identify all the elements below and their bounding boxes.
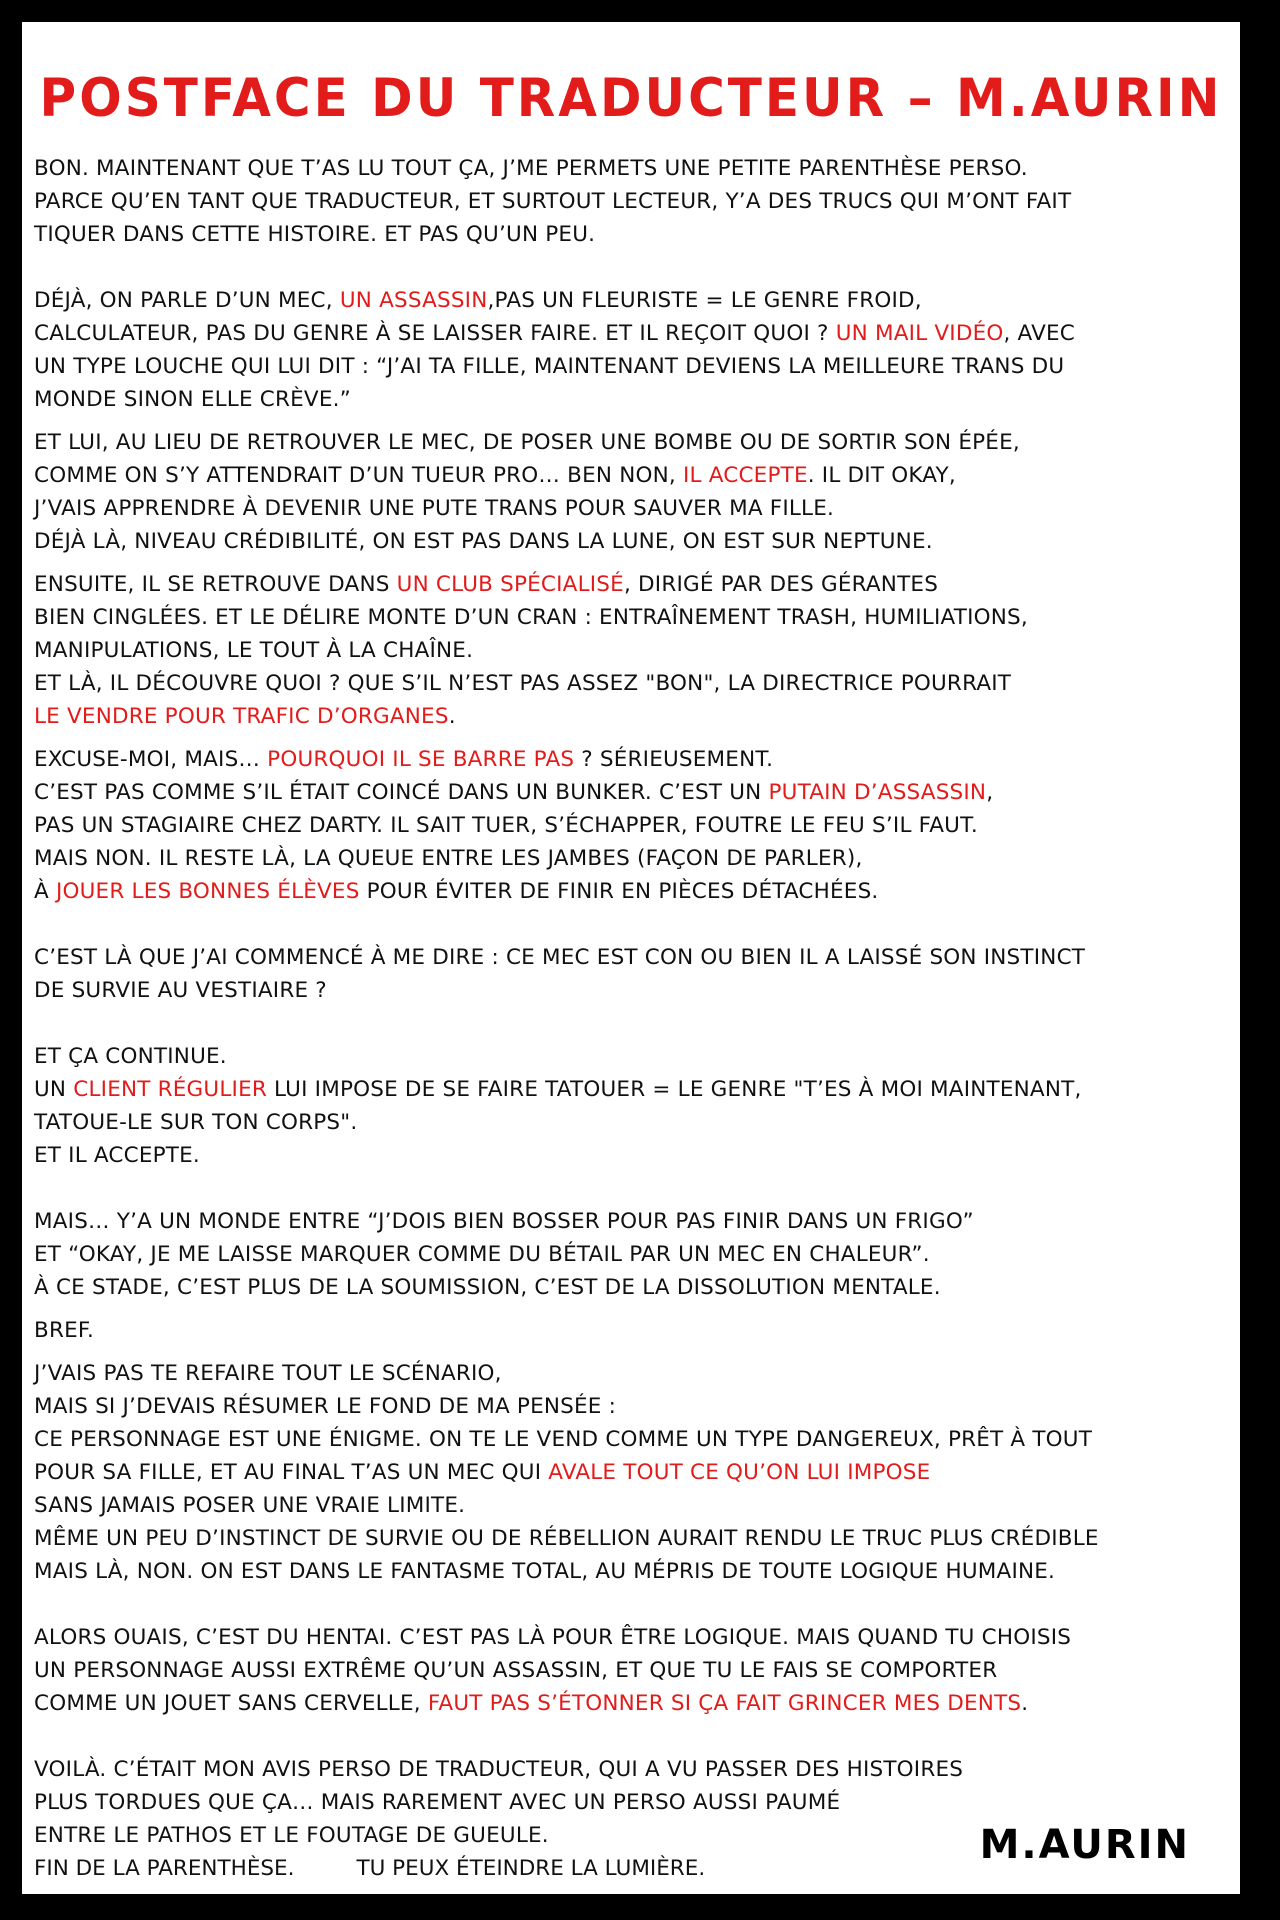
highlight-text: JOUER LES BONNES ÉLÈVES xyxy=(55,879,360,904)
text-line xyxy=(34,1456,1234,1489)
text-line xyxy=(34,1073,1234,1106)
text-segment: MONDE SINON ELLE CRÈVE.” xyxy=(34,387,352,412)
text-line xyxy=(34,152,1234,185)
closing-left: FIN DE LA PARENTHÈSE. xyxy=(34,1856,295,1881)
text-segment: . xyxy=(448,704,456,729)
text-line xyxy=(34,1687,1234,1720)
text-line xyxy=(34,1555,1234,1588)
paragraph xyxy=(34,568,1234,733)
text-segment: BON. MAINTENANT QUE T’AS LU TOUT ÇA, J’ME PERMETS UNE PETITE PARENTHÈSE PERSO. xyxy=(34,156,1028,181)
text-segment: UN PERSONNAGE AUSSI EXTRÊME QU’UN ASSASSIN, ET QUE TU LE FAIS SE COMPORTER xyxy=(34,1658,998,1683)
text-segment: À xyxy=(34,879,56,904)
text-line xyxy=(34,1139,1234,1172)
text-line xyxy=(34,185,1234,218)
text-line xyxy=(34,492,1234,525)
text-segment: EXCUSE-MOI, MAIS… xyxy=(34,747,268,772)
text-line xyxy=(34,634,1234,667)
text-segment: TATOUE-LE SUR TON CORPS". xyxy=(34,1110,358,1135)
paragraph-spacer xyxy=(34,558,1234,568)
highlight-text: PUTAIN D’ASSASSIN xyxy=(768,780,987,805)
highlight-text: POURQUOI IL SE BARRE PAS xyxy=(267,747,575,772)
paragraph xyxy=(34,1314,1234,1347)
text-line xyxy=(34,1423,1234,1456)
text-line xyxy=(34,1489,1234,1522)
text-segment: MAIS SI J’DEVAIS RÉSUMER LE FOND DE MA PENSÉE : xyxy=(34,1394,617,1419)
text-segment: ET LÀ, IL DÉCOUVRE QUOI ? QUE S’IL N’EST PAS ASSEZ "BON", LA DIRECTRICE POURRAIT xyxy=(34,671,1012,696)
paragraph xyxy=(34,152,1234,251)
paragraph xyxy=(34,1357,1234,1588)
text-segment: ENTRE LE PATHOS ET LE FOUTAGE DE GUEULE. xyxy=(34,1823,549,1848)
text-line xyxy=(34,1753,1234,1786)
text-segment: DÉJÀ LÀ, NIVEAU CRÉDIBILITÉ, ON EST PAS DANS LA LUNE, ON EST SUR NEPTUNE. xyxy=(34,529,933,554)
text-segment: SANS JAMAIS POSER UNE VRAIE LIMITE. xyxy=(34,1493,466,1518)
text-line xyxy=(34,1621,1234,1654)
paragraph-spacer xyxy=(34,1172,1234,1205)
text-line xyxy=(34,383,1234,416)
text-line xyxy=(34,1357,1234,1390)
text-line xyxy=(34,601,1234,634)
text-segment: . xyxy=(1021,1691,1029,1716)
signature: M.AURIN xyxy=(979,1822,1190,1868)
text-segment: UN TYPE LOUCHE QUI LUI DIT : “J’AI TA FILLE, MAINTENANT DEVIENS LA MEILLEURE TRANS DU xyxy=(34,354,1065,379)
paragraph xyxy=(34,1621,1234,1720)
text-segment: ET ÇA CONTINUE. xyxy=(34,1044,227,1069)
text-segment: C’EST PAS COMME S’IL ÉTAIT COINCÉ DANS UN BUNKER. C’EST UN xyxy=(34,780,769,805)
postface-body xyxy=(34,152,1234,1852)
paragraph xyxy=(34,284,1234,416)
text-line xyxy=(34,1205,1234,1238)
paragraph-spacer xyxy=(34,908,1234,941)
text-line xyxy=(34,842,1234,875)
text-segment: À CE STADE, C’EST PLUS DE LA SOUMISSION, C’EST DE LA DISSOLUTION MENTALE. xyxy=(34,1275,941,1300)
text-segment: , xyxy=(986,780,994,805)
paragraph xyxy=(34,1205,1234,1304)
text-segment: COMME ON S’Y ATTENDRAIT D’UN TUEUR PRO… BEN NON, xyxy=(34,463,683,488)
text-segment: ET LUI, AU LIEU DE RETROUVER LE MEC, DE POSER UNE BOMBE OU DE SORTIR SON ÉPÉE, xyxy=(34,430,1020,455)
text-segment: ? SÉRIEUSEMENT. xyxy=(574,747,774,772)
highlight-text: UN CLUB SPÉCIALISÉ xyxy=(396,572,624,597)
text-line xyxy=(34,317,1234,350)
paragraph-spacer xyxy=(34,1007,1234,1040)
text-segment: ALORS OUAIS, C’EST DU HENTAI. C’EST PAS LÀ POUR ÊTRE LOGIQUE. MAIS QUAND TU CHOISIS xyxy=(34,1625,1072,1650)
text-segment: VOILÀ. C’ÉTAIT MON AVIS PERSO DE TRADUCTEUR, QUI A VU PASSER DES HISTOIRES xyxy=(34,1757,964,1782)
text-segment: MAIS NON. IL RESTE LÀ, LA QUEUE ENTRE LES JAMBES (FAÇON DE PARLER), xyxy=(34,846,863,871)
text-segment: POUR SA FILLE, ET AU FINAL T’AS UN MEC QUI xyxy=(34,1460,549,1485)
text-segment: MANIPULATIONS, LE TOUT À LA CHAÎNE. xyxy=(34,638,474,663)
text-segment: DÉJÀ, ON PARLE D’UN MEC, xyxy=(34,288,340,313)
closing-right: TU PEUX ÉTEINDRE LA LUMIÈRE. xyxy=(356,1856,706,1881)
text-line xyxy=(34,667,1234,700)
paragraph-spacer xyxy=(34,416,1234,426)
text-line xyxy=(34,525,1234,558)
paragraph-spacer xyxy=(34,733,1234,743)
paragraph-spacer xyxy=(34,1347,1234,1357)
text-segment: C’EST LÀ QUE J’AI COMMENCÉ À ME DIRE : CE MEC EST CON OU BIEN IL A LAISSÉ SON INSTINCT xyxy=(34,945,1086,970)
text-line xyxy=(34,1314,1234,1347)
text-segment: , AVEC xyxy=(1003,321,1075,346)
text-segment: J’VAIS PAS TE REFAIRE TOUT LE SCÉNARIO, xyxy=(34,1361,502,1386)
text-line xyxy=(34,350,1234,383)
highlight-text: IL ACCEPTE xyxy=(682,463,808,488)
text-segment: COMME UN JOUET SANS CERVELLE, xyxy=(34,1691,428,1716)
postface-page xyxy=(22,22,1240,1894)
text-line xyxy=(34,284,1234,317)
text-segment: MÊME UN PEU D’INSTINCT DE SURVIE OU DE RÉBELLION AURAIT RENDU LE TRUC PLUS CRÉDIBLE xyxy=(34,1526,1099,1551)
text-segment: ENSUITE, IL SE RETROUVE DANS xyxy=(34,572,397,597)
text-line xyxy=(34,1040,1234,1073)
highlight-text: LE VENDRE POUR TRAFIC D’ORGANES xyxy=(34,704,449,729)
text-segment: CALCULATEUR, PAS DU GENRE À SE LAISSER FAIRE. ET IL REÇOIT QUOI ? xyxy=(34,321,836,346)
text-segment: ET “OKAY, JE ME LAISSE MARQUER COMME DU BÉTAIL PAR UN MEC EN CHALEUR”. xyxy=(34,1242,930,1267)
text-segment: POUR ÉVITER DE FINIR EN PIÈCES DÉTACHÉES. xyxy=(359,879,879,904)
text-segment: LUI IMPOSE DE SE FAIRE TATOUER = LE GENRE "T’ES À MOI MAINTENANT, xyxy=(267,1077,1082,1102)
text-line xyxy=(34,776,1234,809)
text-line xyxy=(34,1106,1234,1139)
text-line xyxy=(34,700,1234,733)
highlight-text: FAUT PAS S’ÉTONNER SI ÇA FAIT GRINCER MES DENTS xyxy=(427,1691,1022,1716)
text-line xyxy=(34,1238,1234,1271)
paragraph-spacer xyxy=(34,1588,1234,1621)
text-segment: ET IL ACCEPTE. xyxy=(34,1143,200,1168)
text-line xyxy=(34,941,1234,974)
text-segment: . IL DIT OKAY, xyxy=(807,463,956,488)
paragraph xyxy=(34,426,1234,558)
text-line xyxy=(34,1271,1234,1304)
text-line xyxy=(34,974,1234,1007)
text-line xyxy=(34,568,1234,601)
text-segment: , DIRIGÉ PAR DES GÉRANTES xyxy=(623,572,939,597)
text-line xyxy=(34,1390,1234,1423)
text-line xyxy=(34,743,1234,776)
text-segment: PAS UN STAGIAIRE CHEZ DARTY. IL SAIT TUER, S’ÉCHAPPER, FOUTRE LE FEU S’IL FAUT. xyxy=(34,813,978,838)
text-segment: PARCE QU’EN TANT QUE TRADUCTEUR, ET SURTOUT LECTEUR, Y’A DES TRUCS QUI M’ONT FAIT xyxy=(34,189,1072,214)
highlight-text: AVALE TOUT CE QU’ON LUI IMPOSE xyxy=(548,1460,931,1485)
text-segment: PLUS TORDUES QUE ÇA… MAIS RAREMENT AVEC UN PERSO AUSSI PAUMÉ xyxy=(34,1790,841,1815)
paragraph-spacer xyxy=(34,251,1234,284)
text-line xyxy=(34,1654,1234,1687)
text-segment: BREF. xyxy=(34,1318,95,1343)
text-segment: MAIS LÀ, NON. ON EST DANS LE FANTASME TOTAL, AU MÉPRIS DE TOUTE LOGIQUE HUMAINE. xyxy=(34,1559,1056,1584)
text-line xyxy=(34,218,1234,251)
highlight-text: CLIENT RÉGULIER xyxy=(73,1077,267,1102)
text-segment: CE PERSONNAGE EST UNE ÉNIGME. ON TE LE VEND COMME UN TYPE DANGEREUX, PRÊT À TOUT xyxy=(34,1427,1093,1452)
paragraph xyxy=(34,1040,1234,1172)
text-line xyxy=(34,1786,1234,1819)
paragraph-spacer xyxy=(34,1720,1234,1753)
closing-line xyxy=(34,1856,705,1881)
text-segment: UN xyxy=(34,1077,74,1102)
text-line xyxy=(34,459,1234,492)
highlight-text: UN MAIL VIDÉO xyxy=(835,321,1004,346)
text-segment: TIQUER DANS CETTE HISTOIRE. ET PAS QU’UN PEU. xyxy=(34,222,596,247)
text-segment: J’VAIS APPRENDRE À DEVENIR UNE PUTE TRANS POUR SAUVER MA FILLE. xyxy=(34,496,835,521)
text-line xyxy=(34,1522,1234,1555)
text-segment: MAIS… Y’A UN MONDE ENTRE “J’DOIS BIEN BOSSER POUR PAS FINIR DANS UN FRIGO” xyxy=(34,1209,974,1234)
paragraph xyxy=(34,743,1234,908)
text-line xyxy=(34,426,1234,459)
text-line xyxy=(34,809,1234,842)
text-segment: ,PAS UN FLEURISTE = LE GENRE FROID, xyxy=(487,288,922,313)
page-title: POSTFACE DU TRADUCTEUR – M.AURIN xyxy=(39,67,1223,129)
text-segment: BIEN CINGLÉES. ET LE DÉLIRE MONTE D’UN CRAN : ENTRAÎNEMENT TRASH, HUMILIATIONS, xyxy=(34,605,1028,630)
paragraph-spacer xyxy=(34,1304,1234,1314)
paragraph xyxy=(34,941,1234,1007)
text-segment: DE SURVIE AU VESTIAIRE ? xyxy=(34,978,327,1003)
highlight-text: UN ASSASSIN xyxy=(339,288,488,313)
text-line xyxy=(34,875,1234,908)
